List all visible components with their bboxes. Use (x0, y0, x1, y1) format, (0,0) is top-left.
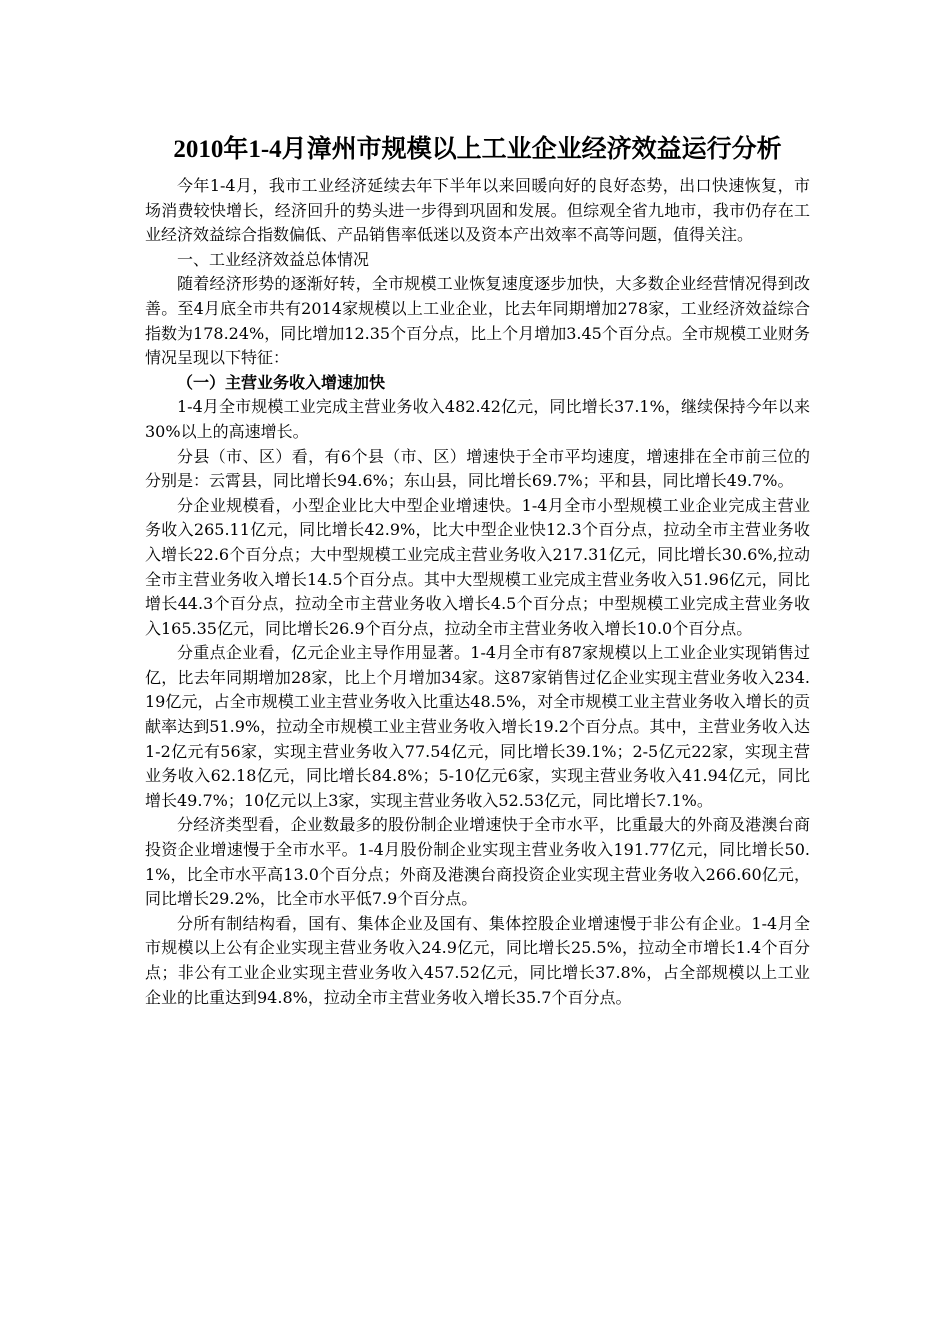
paragraph-by-county: 分县（市、区）看，有6个县（市、区）增速快于全市平均速度，增速排在全市前三位的分别是：云霄县，同比增长94.6%；东山县，同比增长69.7%；平和县，同比增长49.7%。 (145, 446, 810, 491)
section-heading-overall: 一、工业经济效益总体情况 (177, 249, 370, 269)
paragraph-revenue-total: 1-4月全市规模工业完成主营业务收入482.42亿元，同比增长37.1%，继续保持今年以来30%以上的高速增长。 (145, 397, 810, 441)
subheading-revenue-growth: （一）主营业务收入增速加快 (177, 372, 386, 392)
paragraph-by-scale: 分企业规模看，小型企业比大中型企业增速快。1-4月全市小型规模工业企业完成主营业务收入265.11亿元，同比增长42.9%，比大中型企业快12.3个百分点，拉动全市主营业务收入增长22.6个百分点；大中型规模工业完成主营业务收入217.31亿元，同比增长30.6%,拉动全市主营业务收入增长14.5个百分点。其中大型规模工业完成主营业务收入51.96亿元，同比增长44.3个百分点，拉动全市主营业务收入增长4.5个百分点；中型规模工业完成主营业务收入165.35亿元，同比增长26.9个百分点，拉动全市主营业务收入增长10.0个百分点。 (145, 495, 810, 638)
document-title: 2010年1-4月漳州市规模以上工业企业经济效益运行分析 (173, 136, 782, 163)
paragraph-by-economic-type: 分经济类型看，企业数最多的股份制企业增速快于全市水平，比重最大的外商及港澳台商投资企业增速慢于全市水平。1-4月股份制企业实现主营业务收入191.77亿元，同比增长50.1%，比全市水平高13.0个百分点；外商及港澳台商投资企业实现主营业务收入266.60亿元，同比增长29.2%，比全市水平低7.9个百分点。 (145, 815, 810, 909)
paragraph-by-ownership: 分所有制结构看，国有、集体企业及国有、集体控股企业增速慢于非公有企业。1-4月全市规模以上公有企业实现主营业务收入24.9亿元，同比增长25.5%，拉动全市增长1.4个百分点；非公有工业企业实现主营业务收入457.52亿元，同比增长37.8%，占全部规模以上工业企业的比重达到94.8%，拉动全市主营业务收入增长35.7个百分点。 (145, 913, 810, 1007)
paragraph-key-enterprises: 分重点企业看，亿元企业主导作用显著。1-4月全市有87家规模以上工业企业实现销售过亿，比去年同期增加28家，比上个月增加34家。这87家销售过亿企业实现主营业务收入234.19亿元，占全市规模工业主营业务收入比重达48.5%，对全市规模工业主营业务收入增长的贡献率达到51.9%，拉动全市规模工业主营业务收入增长19.2个百分点。其中，主营业务收入达1-2亿元有56家，实现主营业务收入77.54亿元，同比增长39.1%；2-5亿元22家，实现主营业务收入62.18亿元，同比增长84.8%；5-10亿元6家，实现主营业务收入41.94亿元，同比增长49.7%；10亿元以上3家，实现主营业务收入52.53亿元，同比增长7.1%。 (145, 643, 810, 810)
paragraph-overall: 随着经济形势的逐渐好转，全市规模工业恢复速度逐步加快，大多数企业经营情况得到改善。至4月底全市共有2014家规模以上工业企业，比去年同期增加278家，工业经济效益综合指数为178.24%，同比增加12.35个百分点，比上个月增加3.45个百分点。全市规模工业财务情况呈现以下特征： (145, 274, 810, 368)
paragraph-intro: 今年1-4月，我市工业经济延续去年下半年以来回暖向好的良好态势，出口快速恢复，市场消费较快增长，经济回升的势头进一步得到巩固和发展。但综观全省九地市，我市仍存在工业经济效益综合指数偏低、产品销售率低迷以及资本产出效率不高等问题，值得关注。 (145, 176, 810, 245)
document-page (145, 130, 810, 1010)
